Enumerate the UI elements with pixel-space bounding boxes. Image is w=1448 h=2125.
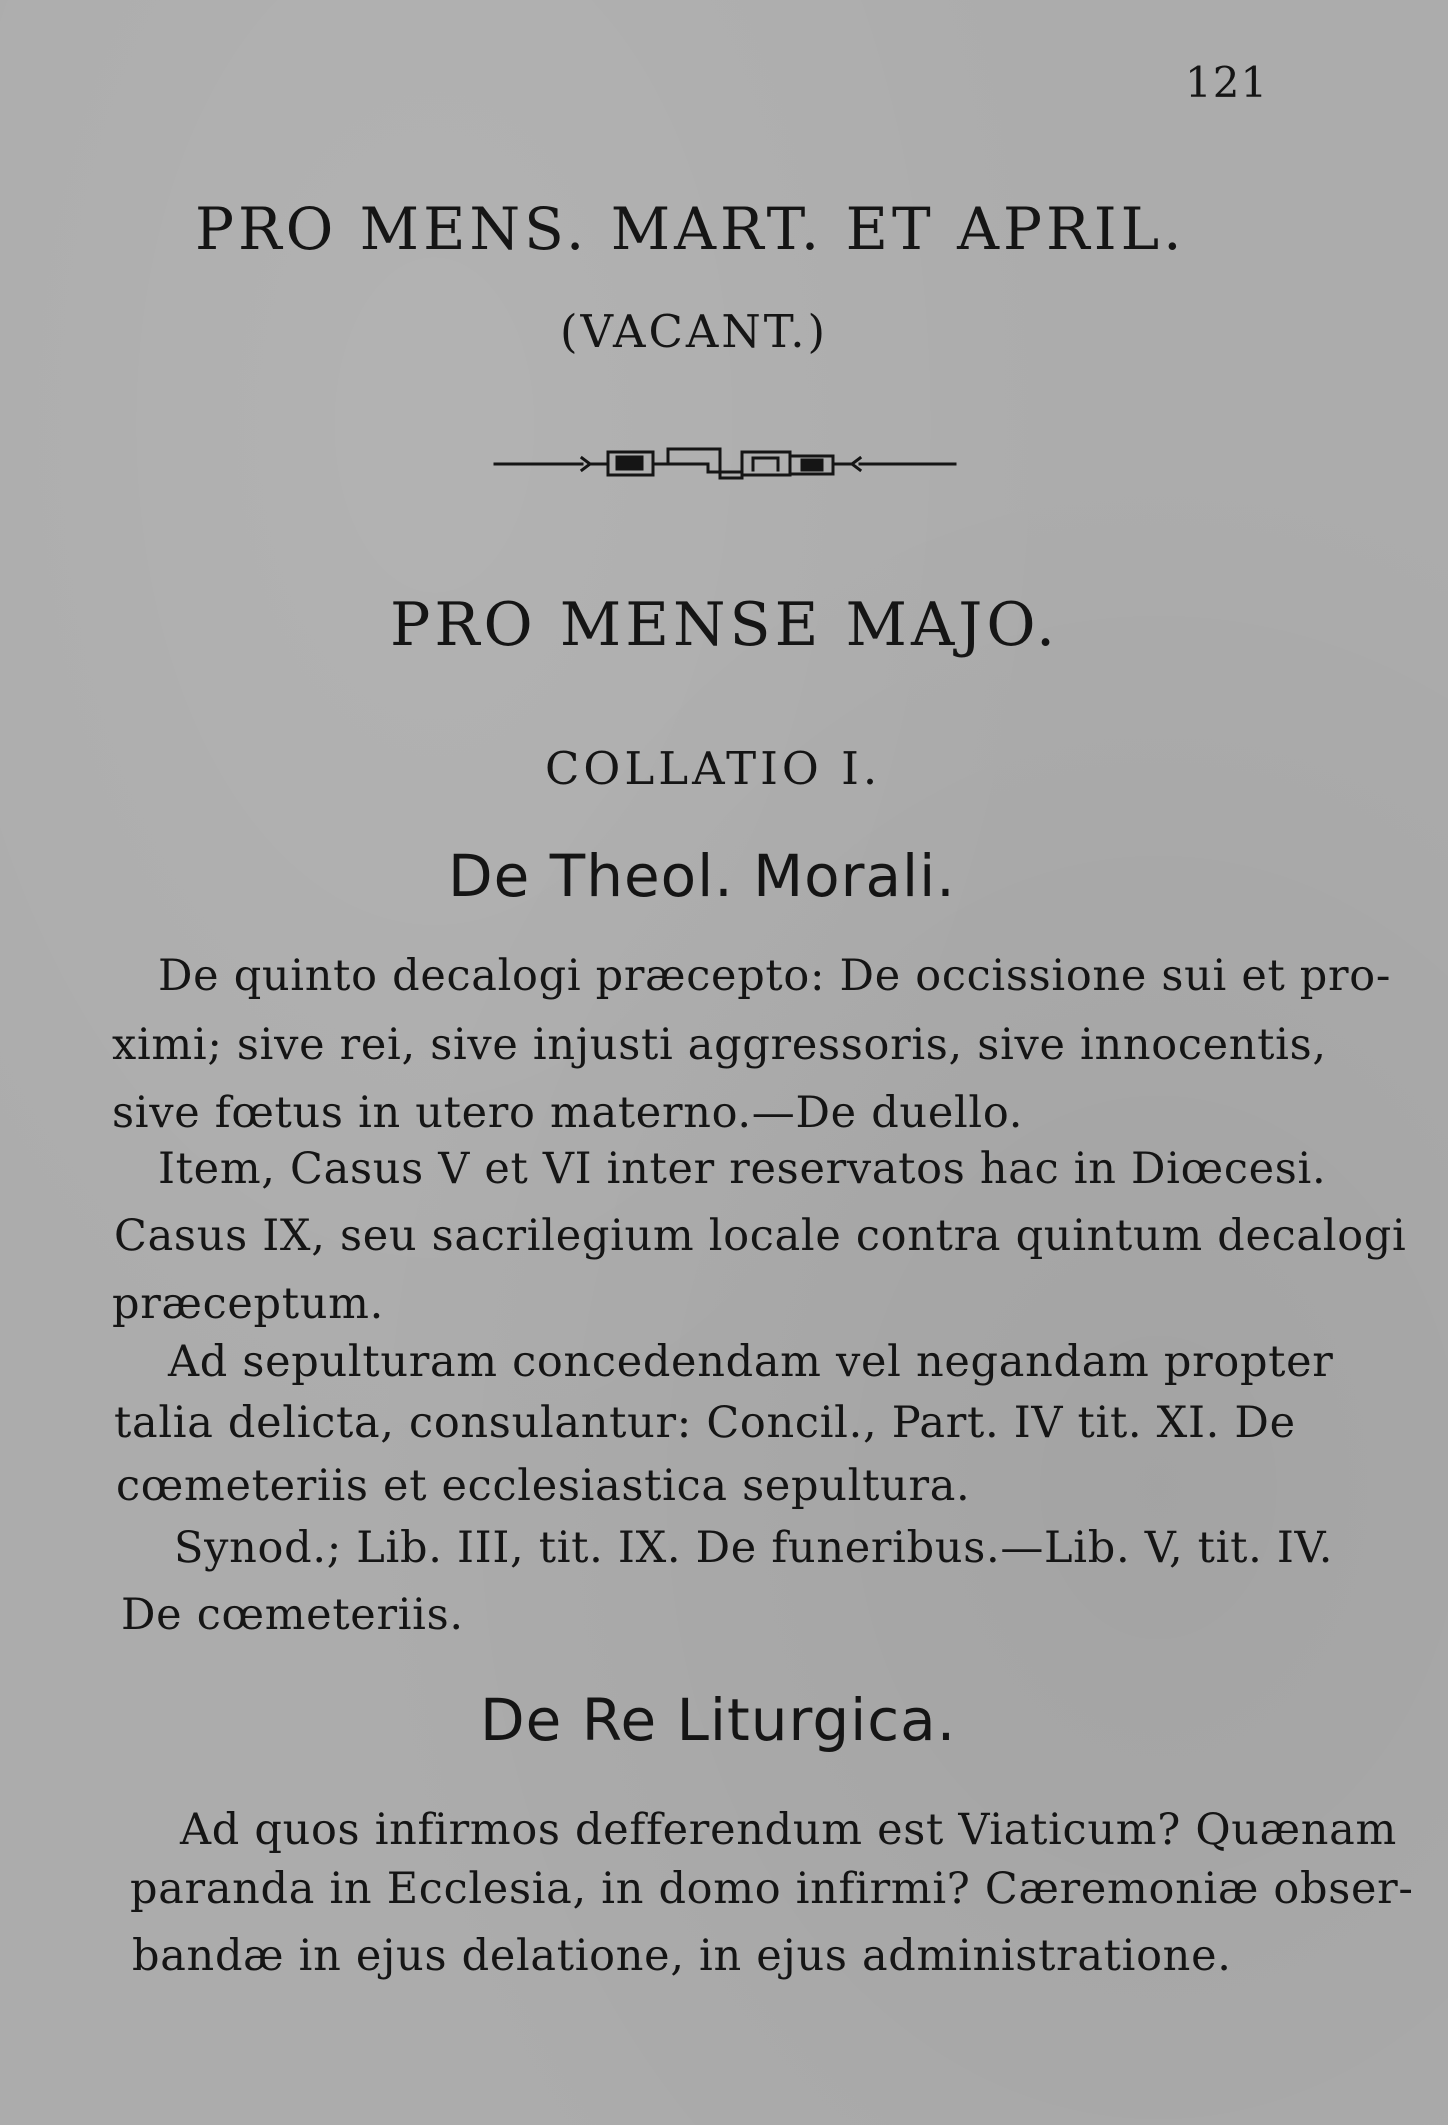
decorative-rule-icon: [490, 442, 960, 482]
moral-text-line: De cœmeteriis.: [121, 1590, 464, 1640]
moral-text-line: Ad sepulturam concedendam vel negandam propter: [168, 1337, 1334, 1387]
liturgy-text-line: Ad quos infirmos defferendum est Viaticum? Quænam: [180, 1805, 1397, 1855]
moral-text-line: De quinto decalogi præcepto: De occissione sui et pro-: [158, 951, 1392, 1001]
moral-text-line: Synod.; Lib. III, tit. IX. De funeribus.—Lib. V, tit. IV.: [174, 1523, 1334, 1573]
liturgy-text-line: bandæ in ejus delatione, in ejus administratione.: [132, 1931, 1232, 1981]
liturgy-heading: De Re Liturgica.: [480, 1686, 957, 1754]
moral-text-line: præceptum.: [112, 1279, 384, 1329]
liturgy-text-line: paranda in Ecclesia, in domo infirmi? Cæremoniæ obser-: [130, 1864, 1414, 1914]
vacant-note: (VACANT.): [560, 305, 829, 358]
section-title-may: PRO MENSE MAJO.: [390, 590, 1060, 660]
moral-text-line: ximi; sive rei, sive injusti aggressoris, sive innocentis,: [112, 1020, 1327, 1070]
moral-text-line: cœmeteriis et ecclesiastica sepultura.: [116, 1461, 971, 1511]
moral-text-line: Casus IX, seu sacrilegium locale contra quintum decalogi: [114, 1211, 1407, 1261]
collatio-heading: COLLATIO I.: [545, 742, 882, 795]
moral-text-line: sive fœtus in utero materno.—De duello.: [112, 1088, 1024, 1138]
moral-text-line: talia delicta, consulantur: Concil., Part. IV tit. XI. De: [114, 1398, 1296, 1448]
moral-text-line: Item, Casus V et VI inter reservatos hac in Diœcesi.: [158, 1144, 1327, 1194]
section-title-march-april: PRO MENS. MART. ET APRIL.: [195, 195, 1186, 263]
page-number: 121: [1185, 58, 1269, 107]
moral-theology-heading: De Theol. Morali.: [448, 842, 956, 910]
